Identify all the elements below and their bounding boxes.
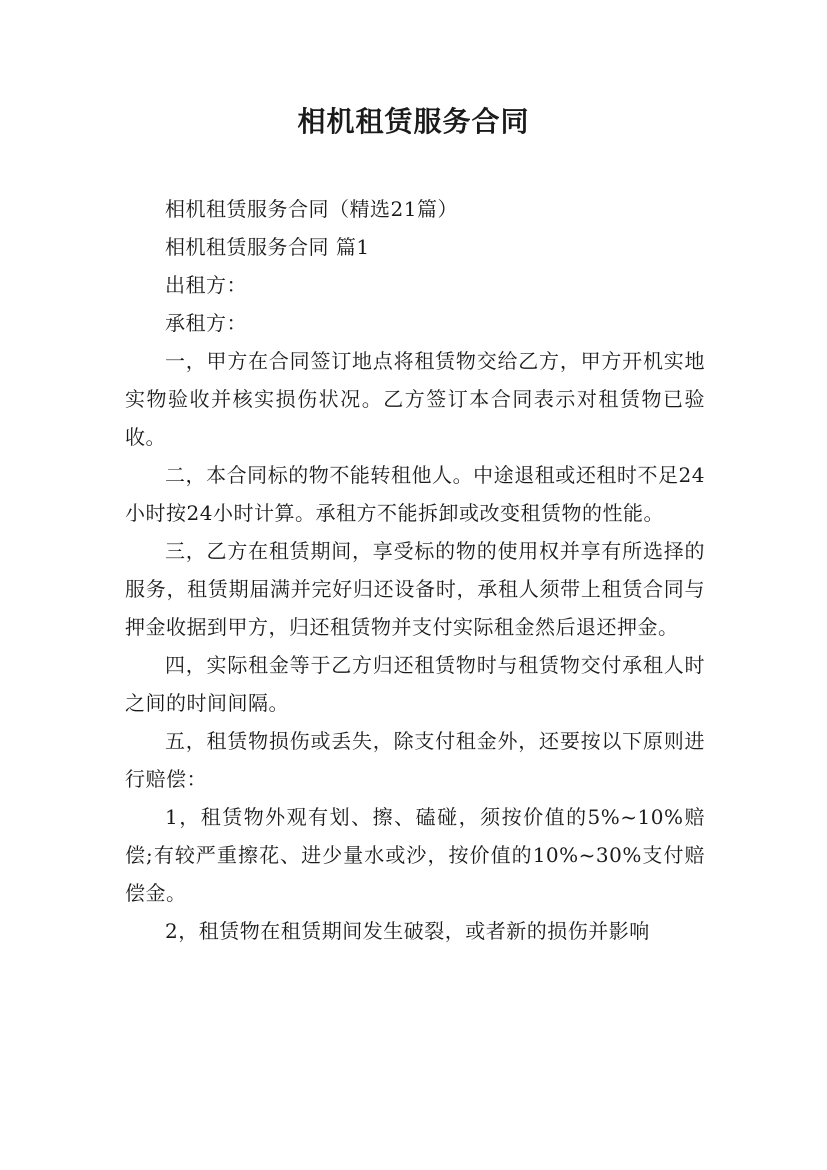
paragraph: 出租方： <box>165 273 247 297</box>
paragraph: 相机租赁服务合同（精选21篇） <box>165 197 458 221</box>
document-title: 相机租赁服务合同 <box>297 105 530 138</box>
paragraph: 一，甲方在合同签订地点将租赁物交给乙方，甲方开机实地实物验收并核实损伤状况。乙方签订本合同表示对租赁物已验收。 <box>125 349 705 449</box>
paragraph: 四，实际租金等于乙方归还租赁物时与租赁物交付承租人时之间的时间间隔。 <box>125 653 705 715</box>
paragraph: 1，租赁物外观有划、擦、磕碰，须按价值的5%~10%赔偿;有较严重擦花、进少量水或沙，按价值的10%~30%支付赔偿金。 <box>125 805 705 905</box>
paragraph: 相机租赁服务合同 篇1 <box>165 235 370 259</box>
paragraph: 承租方： <box>165 311 247 335</box>
document-body <box>125 190 705 950</box>
paragraph: 三，乙方在租赁期间，享受标的物的使用权并享有所选择的服务，租赁期届满并完好归还设备时，承租人须带上租赁合同与押金收据到甲方，归还租赁物并支付实际租金然后退还押金。 <box>125 539 705 639</box>
paragraph: 2，租赁物在租赁期间发生破裂，或者新的损伤并影响 <box>165 919 650 943</box>
paragraph: 五，租赁物损伤或丢失，除支付租金外，还要按以下原则进行赔偿： <box>125 729 705 791</box>
paragraph: 二，本合同标的物不能转租他人。中途退租或还租时不足24小时按24小时计算。承租方不能拆卸或改变租赁物的性能。 <box>125 463 705 525</box>
